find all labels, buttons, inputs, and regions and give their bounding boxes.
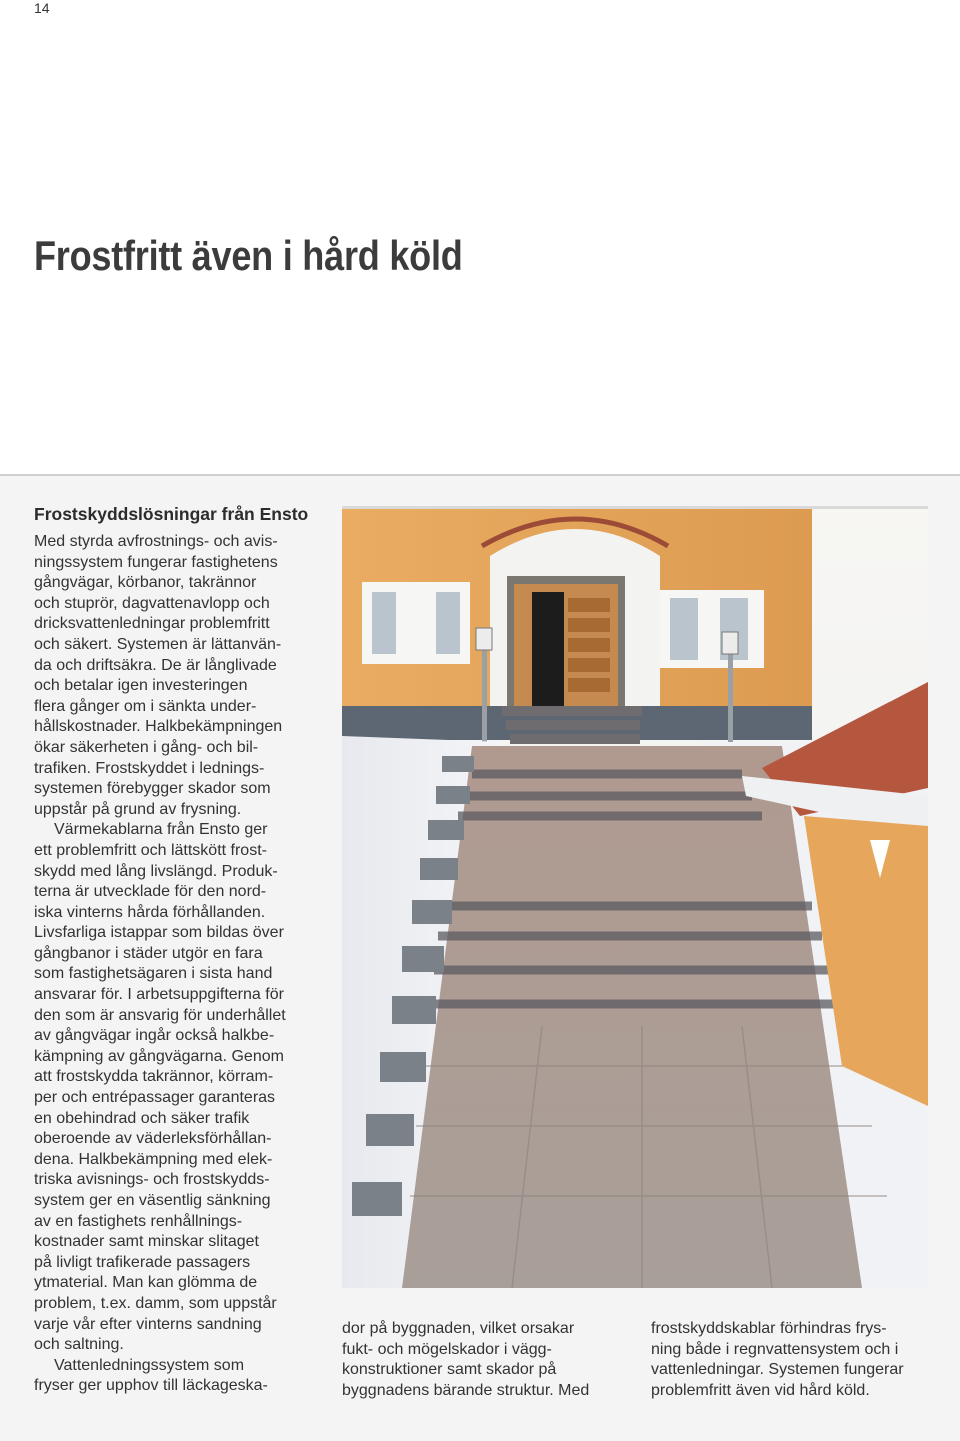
text-line: ning både i regnvattensystem och i [651,1340,899,1358]
text-line: flera gånger om i sänkta under- [34,697,257,715]
building-entrance-photo [342,506,928,1288]
section-heading: Frostskyddslösningar från Ensto [34,504,309,524]
text-line: ökar säkerheten i gång- och bil- [34,738,259,756]
text-line: varje vår efter vinterns sandning [34,1315,262,1333]
text-line: av gångvägar ingår också halkbe- [34,1027,275,1045]
text-line: problem, t.ex. damm, som uppstår [34,1294,277,1312]
text-line: ansvarar för. I arbetsuppgifterna för [34,986,284,1004]
text-line: dena. Halkbekämpning med elek- [34,1150,273,1168]
text-line: Värmekablarna från Ensto ger [54,821,268,839]
text-line: konstruktioner samt skador på [342,1361,557,1379]
text-line: en obehindrad och säker trafik [34,1109,250,1127]
text-line: per och entrépassager garanteras [34,1089,276,1107]
text-column-1 [34,504,326,1397]
paragraph-3 [34,1356,326,1397]
text-line: och stuprör, dagvattenavlopp och [34,594,270,612]
text-line: byggnadens bärande struktur. Med [342,1381,590,1399]
text-line: skydd med lång livslängd. Produk- [34,862,278,880]
text-line: Med styrda avfrostnings- och avis- [34,533,278,550]
text-line: kostnader samt minskar slitaget [34,1233,259,1251]
text-column-3 [651,1319,941,1401]
text-line: uppstår på grund av frysning. [34,800,242,818]
text-line: ytmaterial. Man kan glömma de [34,1274,258,1292]
text-line: oberoende av väderleksförhållan- [34,1130,272,1148]
text-line: system ger en väsentlig sänkning [34,1192,271,1209]
text-line: ett problemfritt och lättskött frost- [34,841,267,859]
text-line: hållskostnader. Halkbekämpningen [34,718,283,736]
text-line: trafiken. Frostskyddet i lednings- [34,759,265,777]
text-line: gångvägar, körbanor, takrännor [34,574,257,592]
page-title: Frostfritt även i hård köld [34,232,463,279]
text-line: fukt- och mögelskador i vägg- [342,1340,552,1358]
text-line: den som är ansvarig för underhållet [34,1006,286,1024]
text-line: och betalar igen investeringen [34,677,248,695]
text-line: problemfritt även vid hård köld. [651,1381,870,1399]
text-line: ningssystem fungerar fastighetens [34,553,278,571]
text-line: gångbanor i städer utgör en fara [34,944,263,962]
paragraph-2 [34,820,326,1355]
text-line: på livligt trafikerade passagers [34,1253,251,1271]
text-line: systemen förebygger skador som [34,780,271,798]
text-line: iska vinterns hårda förhållanden. [34,903,266,921]
text-line: Livsfarliga istappar som bildas över [34,924,284,942]
text-line: frostskyddskablar förhindras frys- [651,1320,887,1337]
text-column-2 [342,1319,634,1401]
text-line: kämpning av gångvägarna. Genom [34,1047,284,1065]
page-number: 14 [34,0,50,16]
text-line: fryser ger upphov till läckageska- [34,1377,268,1395]
text-line: att frostskydda takrännor, körram- [34,1068,274,1086]
text-line: och saltning. [34,1336,124,1354]
text-line: vattenledningar. Systemen fungerar [651,1361,904,1379]
text-line: dor på byggnaden, vilket orsakar [342,1320,575,1337]
text-line: dricksvattenledningar problemfritt [34,615,270,633]
text-line: terna är utvecklade för den nord- [34,883,267,901]
paragraph-1 [34,532,326,820]
text-line: da och driftsäkra. De är långlivade [34,656,277,674]
text-line: av en fastighets renhållnings- [34,1212,243,1230]
text-line: och säkert. Systemen är lättanvän- [34,635,282,653]
text-line: triska avisnings- och frostskydds- [34,1171,270,1189]
text-line: Vattenledningssystem som [54,1356,245,1374]
text-line: som fastighetsägaren i sista hand [34,965,273,983]
